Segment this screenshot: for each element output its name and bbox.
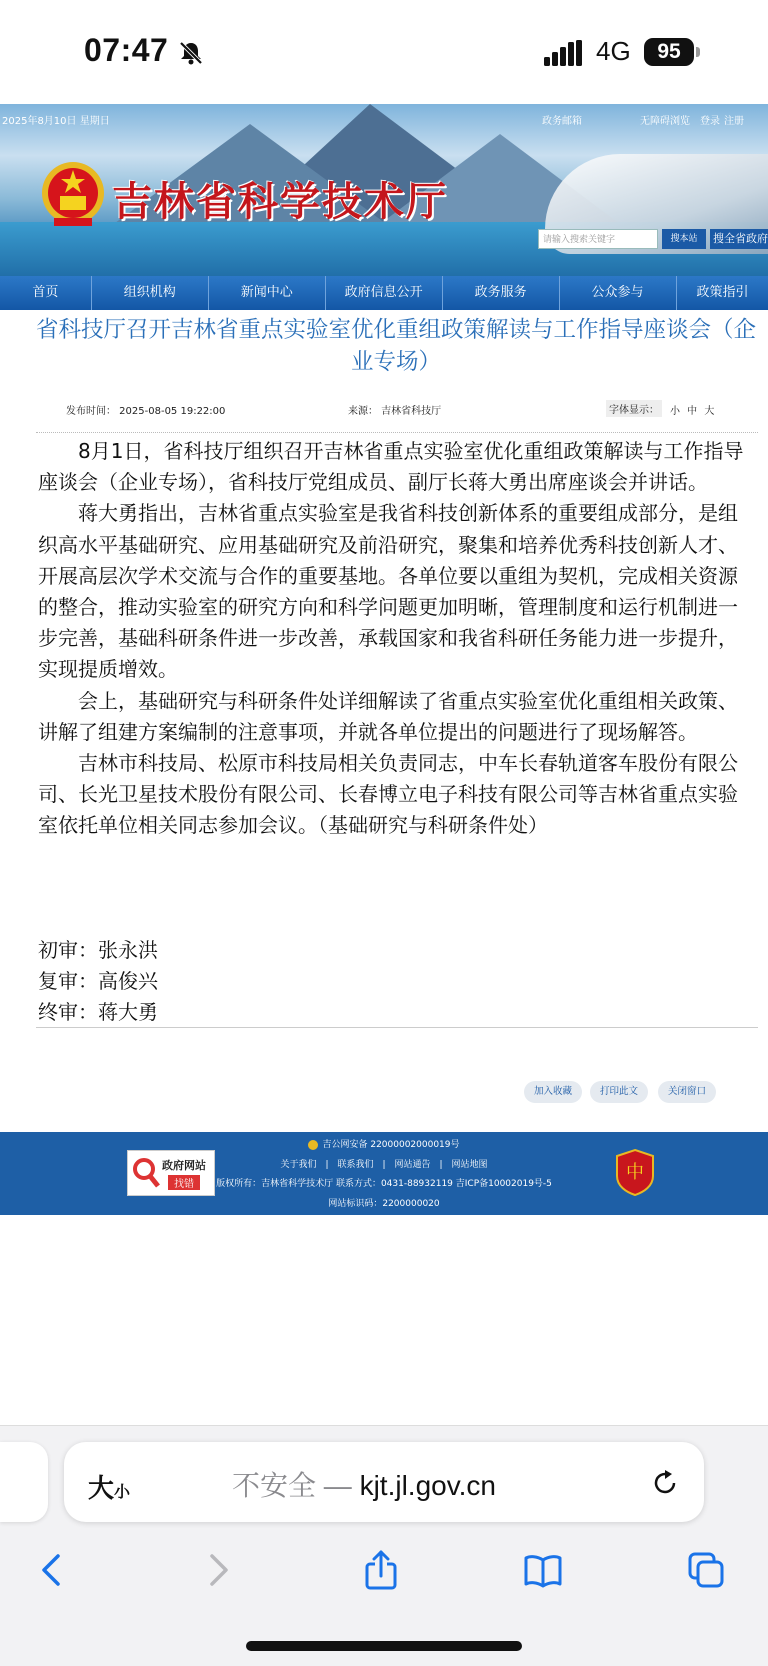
banner-date: 2025年8月10日 星期日: [2, 112, 110, 127]
register-link[interactable]: 注册: [724, 112, 744, 127]
nav-item-news[interactable]: 新闻中心: [209, 276, 326, 310]
final-review: 终审：蒋大勇: [38, 997, 158, 1028]
url-text[interactable]: 不安全 — kjt.jl.gov.cn: [232, 1464, 496, 1504]
accessibility-link[interactable]: 无障碍浏览: [640, 112, 690, 127]
back-icon[interactable]: [32, 1550, 72, 1590]
status-time: 07:47: [84, 32, 168, 69]
divider: [36, 432, 758, 433]
gov-site-error-report-badge[interactable]: 政府网站 找错: [127, 1150, 215, 1196]
site-banner: [0, 104, 768, 276]
article-paragraph: 吉林市科技局、松原市科技局相关负责同志，中车长春轨道客车股份有限公司、长光卫星技术股份有限公司、长春博立电子科技有限公司等吉林省重点实验室依托单位相关同志参加会议。（基础研究与科研条件处）: [38, 748, 750, 842]
battery-icon: 95: [644, 38, 694, 66]
bookmarks-icon[interactable]: [523, 1550, 563, 1590]
gov-mail-link[interactable]: 政务邮箱: [542, 112, 582, 127]
print-button[interactable]: 打印此文: [590, 1081, 648, 1103]
search-all-gov-button[interactable]: 搜全省政府: [710, 229, 768, 249]
article-body: [38, 436, 750, 842]
nav-item-home[interactable]: 首页: [0, 276, 92, 310]
battery-tip: [696, 47, 700, 57]
police-record: 吉公网安备 22000002000019号: [0, 1137, 768, 1150]
tabs-icon[interactable]: [686, 1550, 726, 1590]
article-paragraph: 8月1日，省科技厅组织召开吉林省重点实验室优化重组政策解读与工作指导座谈会（企业专场），省科技厅党组成员、副厅长蒋大勇出席座谈会并讲话。: [38, 436, 750, 498]
article-source: 来源： 吉林省科技厅: [348, 402, 441, 417]
main-nav: [0, 276, 768, 310]
close-window-button[interactable]: 关闭窗口: [658, 1081, 716, 1103]
article-paragraph: 会上，基础研究与科研条件处详细解读了省重点实验室优化重组相关政策、讲解了组建方案编制的注意事项，并就各单位提出的问题进行了现场解答。: [38, 686, 750, 748]
reload-icon[interactable]: [650, 1468, 680, 1498]
status-bar: [0, 0, 768, 104]
font-size-label: 字体显示：: [606, 400, 662, 417]
nav-item-services[interactable]: 政务服务: [443, 276, 560, 310]
forward-icon[interactable]: [198, 1550, 238, 1590]
site-id: 网站标识码：2200000020: [0, 1196, 768, 1209]
previous-tab-preview[interactable]: [0, 1442, 48, 1522]
second-review: 复审：高俊兴: [38, 966, 158, 997]
home-indicator: [246, 1641, 522, 1651]
network-type: 4G: [596, 36, 631, 67]
national-emblem-icon: [40, 160, 106, 230]
font-size-options[interactable]: 小 中 大: [670, 402, 714, 417]
svg-text:中: 中: [626, 1162, 644, 1183]
cellular-signal-icon: [544, 40, 584, 66]
party-org-badge-icon[interactable]: [614, 1148, 656, 1196]
police-badge-icon: [308, 1140, 318, 1150]
browser-toolbar: [0, 1425, 768, 1666]
search-input[interactable]: 请输入搜索关键字: [538, 229, 658, 249]
review-list: [38, 935, 158, 1028]
text-size-button[interactable]: 大小: [88, 1468, 130, 1505]
publish-time: 发布时间： 2025-08-05 19:22:00: [66, 402, 225, 417]
bell-muted-icon: [178, 40, 204, 66]
address-bar[interactable]: [64, 1442, 704, 1522]
footer-links[interactable]: 关于我们 | 联系我们 | 网站通告 | 网站地图: [0, 1157, 768, 1170]
nav-item-participation[interactable]: 公众参与: [560, 276, 677, 310]
article-paragraph: 蒋大勇指出，吉林省重点实验室是我省科技创新体系的重要组成部分，是组织高水平基础研究、应用基础研究及前沿研究，聚集和培养优秀科技创新人才、开展高层次学术交流与合作的重要基地。各单位要以重组为契机，完成相关资源的整合，推动实验室的研究方向和科学问题更加明晰，管理制度和运行机制进一步完善，基础科研条件进一步改善，承载国家和我省科研任务能力进一步提升，实现提质增效。: [38, 498, 750, 685]
nav-item-info-disclosure[interactable]: 政府信息公开: [326, 276, 443, 310]
article-title: 省科技厅召开吉林省重点实验室优化重组政策解读与工作指导座谈会（企业专场）: [36, 314, 756, 378]
login-link[interactable]: 登录: [700, 112, 720, 127]
nav-item-policy[interactable]: 政策指引: [677, 276, 768, 310]
site-title: 吉林省科学技术厅: [112, 170, 448, 227]
nav-item-organization[interactable]: 组织机构: [92, 276, 209, 310]
search-site-button[interactable]: 搜本站: [662, 229, 706, 249]
first-review: 初审：张永洪: [38, 935, 158, 966]
footer-copyright: 版权所有：吉林省科学技术厅 联系方式：0431-88932119 吉ICP备10002019号-5: [0, 1176, 768, 1189]
share-icon[interactable]: [361, 1550, 401, 1590]
bookmark-button[interactable]: 加入收藏: [524, 1081, 582, 1103]
site-footer: [0, 1132, 768, 1215]
divider: [36, 1027, 758, 1028]
